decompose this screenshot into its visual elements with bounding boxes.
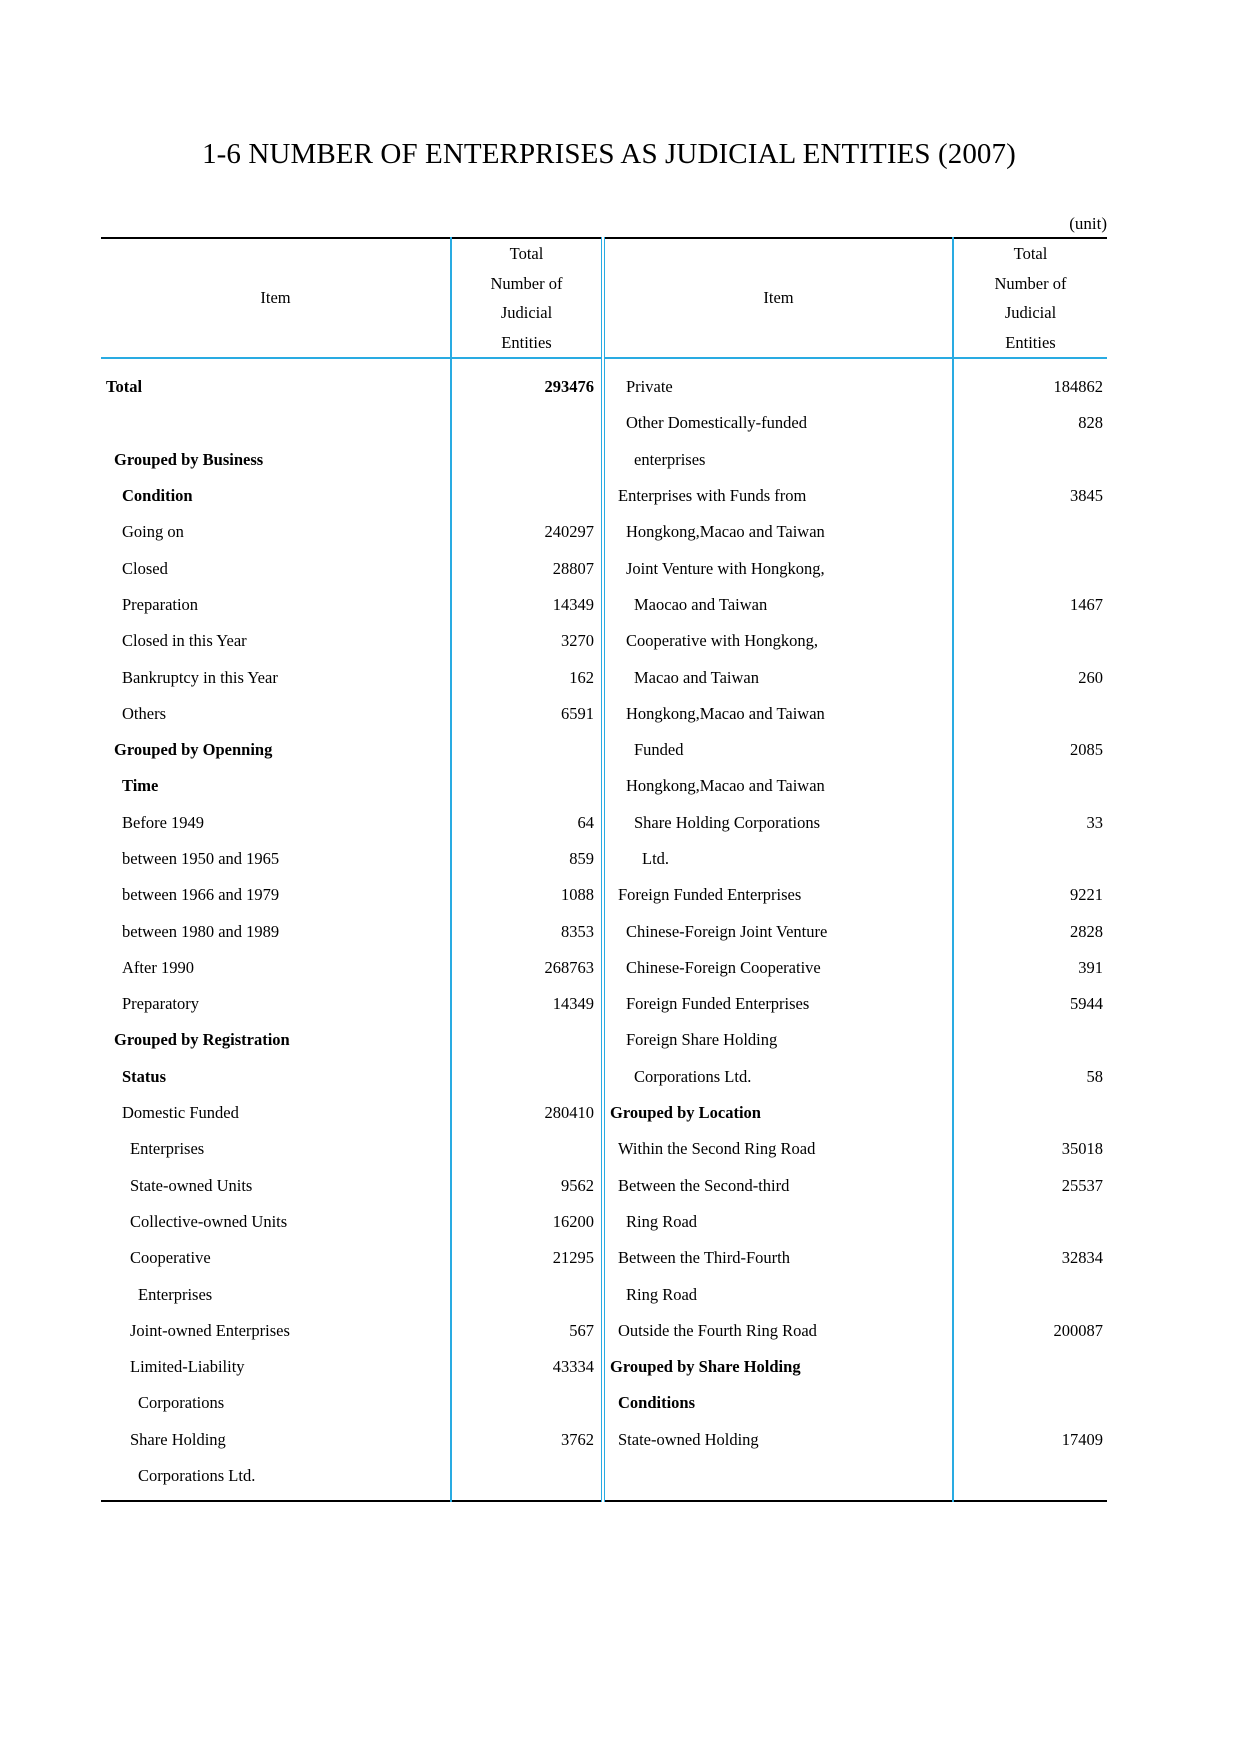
table-row	[101, 841, 1107, 877]
row-value-left: 280410	[544, 1103, 594, 1123]
table-row	[101, 1022, 1107, 1058]
row-value-left	[451, 1458, 603, 1501]
row-value-right: 828	[1078, 413, 1103, 433]
row-value-right	[953, 442, 1107, 478]
row-label-right: Conditions	[603, 1385, 953, 1421]
row-label-right: enterprises	[603, 442, 953, 478]
row-label-left: Limited-Liability	[101, 1349, 451, 1385]
row-label-left: Joint-owned Enterprises	[101, 1313, 451, 1349]
row-label-left: State-owned Units	[101, 1168, 451, 1204]
row-label-right: Ring Road	[603, 1276, 953, 1312]
table-row	[101, 877, 1107, 913]
table-row	[101, 1349, 1107, 1385]
row-value-left: 21295	[552, 1248, 594, 1268]
table-row	[101, 1059, 1107, 1095]
row-value-left: 6591	[561, 703, 594, 723]
row-value-left: 1088	[561, 885, 594, 905]
row-label-right: Foreign Share Holding	[603, 1022, 953, 1058]
page-title: 1-6 NUMBER OF ENTERPRISES AS JUDICIAL ENTITIES (2007)	[202, 138, 1016, 170]
row-value-left: 162	[569, 667, 594, 687]
table-row	[101, 950, 1107, 986]
row-value-left: 8353	[561, 921, 594, 941]
row-label-right: Hongkong,Macao and Taiwan	[603, 514, 953, 550]
row-label-left: Condition	[101, 478, 451, 514]
row-value-right	[953, 1095, 1107, 1131]
table-row	[101, 1131, 1107, 1167]
row-value-right: 32834	[1061, 1248, 1103, 1268]
row-value-left	[451, 1059, 603, 1095]
row-label-right: Private	[603, 358, 953, 405]
enterprises-table	[101, 237, 1107, 1502]
row-value-right	[953, 1349, 1107, 1385]
row-value-right: 391	[1078, 957, 1103, 977]
table-row	[101, 805, 1107, 841]
row-value-left: 567	[569, 1320, 594, 1340]
table-row	[101, 442, 1107, 478]
row-label-left	[101, 405, 451, 441]
row-value-left	[451, 732, 603, 768]
row-value-right: 200087	[1053, 1320, 1103, 1340]
row-label-left: Time	[101, 768, 451, 804]
table-row	[101, 1422, 1107, 1458]
row-value-right	[953, 841, 1107, 877]
row-value-left: 268763	[544, 957, 594, 977]
row-label-left: Grouped by Registration	[101, 1022, 451, 1058]
row-value-left: 43334	[552, 1357, 594, 1377]
row-value-right: 184862	[1053, 377, 1103, 397]
row-label-left: Preparation	[101, 587, 451, 623]
row-value-right: 260	[1078, 667, 1103, 687]
row-value-right: 3845	[1070, 486, 1103, 506]
row-label-left: Status	[101, 1059, 451, 1095]
row-value-left	[451, 1385, 603, 1421]
row-label-right	[603, 1458, 953, 1501]
table-row	[101, 732, 1107, 768]
table-row	[101, 1240, 1107, 1276]
row-label-left: Corporations Ltd.	[101, 1458, 451, 1501]
row-label-right: Chinese-Foreign Joint Venture	[603, 913, 953, 949]
row-label-left: between 1980 and 1989	[101, 913, 451, 949]
row-label-right: Grouped by Share Holding	[603, 1349, 953, 1385]
row-value-right	[953, 1385, 1107, 1421]
row-label-left: Closed in this Year	[101, 623, 451, 659]
row-label-left: Closed	[101, 550, 451, 586]
row-label-right: Share Holding Corporations	[603, 805, 953, 841]
table-row	[101, 405, 1107, 441]
row-label-left: Enterprises	[101, 1276, 451, 1312]
row-label-left: Before 1949	[101, 805, 451, 841]
row-label-right: Ltd.	[603, 841, 953, 877]
row-value-right: 2085	[1070, 740, 1103, 760]
row-value-left	[451, 1131, 603, 1167]
row-value-left: 240297	[544, 522, 594, 542]
row-value-right: 9221	[1070, 885, 1103, 905]
row-value-right	[953, 696, 1107, 732]
row-label-left: Others	[101, 696, 451, 732]
row-value-left: 28807	[552, 558, 594, 578]
row-value-right	[953, 1458, 1107, 1501]
row-value-right: 5944	[1070, 994, 1103, 1014]
row-value-left: 9562	[561, 1175, 594, 1195]
header-item-right: Item	[603, 238, 953, 358]
row-value-right: 2828	[1070, 921, 1103, 941]
row-label-right: Grouped by Location	[603, 1095, 953, 1131]
table-row	[101, 623, 1107, 659]
row-label-right: Chinese-Foreign Cooperative	[603, 950, 953, 986]
row-value-left: 14349	[552, 994, 594, 1014]
row-label-left: Going on	[101, 514, 451, 550]
row-label-right: Funded	[603, 732, 953, 768]
row-label-left: Domestic Funded	[101, 1095, 451, 1131]
table-row	[101, 1168, 1107, 1204]
table-row	[101, 587, 1107, 623]
row-value-right: 25537	[1061, 1175, 1103, 1195]
table-row	[101, 358, 1107, 405]
row-label-left: Bankruptcy in this Year	[101, 659, 451, 695]
row-value-left: 14349	[552, 594, 594, 614]
table-row	[101, 986, 1107, 1022]
row-label-left: between 1950 and 1965	[101, 841, 451, 877]
row-value-right: 58	[1086, 1066, 1103, 1086]
header-item-left: Item	[101, 238, 451, 358]
table-row	[101, 696, 1107, 732]
row-value-right	[953, 623, 1107, 659]
table-row	[101, 913, 1107, 949]
row-label-left: Total	[101, 358, 451, 405]
row-value-right: 1467	[1070, 594, 1103, 614]
row-label-left: Cooperative	[101, 1240, 451, 1276]
row-value-left: 64	[577, 812, 594, 832]
row-label-right: State-owned Holding	[603, 1422, 953, 1458]
row-value-right	[953, 1204, 1107, 1240]
row-value-left: 3270	[561, 631, 594, 651]
row-value-right	[953, 514, 1107, 550]
table-row	[101, 1276, 1107, 1312]
row-value-left: 859	[569, 849, 594, 868]
row-label-left: After 1990	[101, 950, 451, 986]
row-label-left: Grouped by Openning	[101, 732, 451, 768]
row-label-right: Outside the Fourth Ring Road	[603, 1313, 953, 1349]
table-row	[101, 1458, 1107, 1501]
row-label-left: Collective-owned Units	[101, 1204, 451, 1240]
row-label-left: Corporations	[101, 1385, 451, 1421]
row-label-right: Foreign Funded Enterprises	[603, 986, 953, 1022]
row-label-right: Corporations Ltd.	[603, 1059, 953, 1095]
row-label-right: Maocao and Taiwan	[603, 587, 953, 623]
row-value-left	[451, 405, 603, 441]
row-value-right: 35018	[1061, 1139, 1103, 1159]
row-value-left	[451, 1276, 603, 1312]
table-row	[101, 659, 1107, 695]
row-label-right: Enterprises with Funds from	[603, 478, 953, 514]
row-value-left	[451, 768, 603, 804]
row-label-left: Share Holding	[101, 1422, 451, 1458]
row-value-left	[451, 1022, 603, 1058]
row-label-left: Grouped by Business	[101, 442, 451, 478]
row-label-right: Joint Venture with Hongkong,	[603, 550, 953, 586]
table-row	[101, 550, 1107, 586]
row-label-right: Macao and Taiwan	[603, 659, 953, 695]
row-value-right	[953, 1276, 1107, 1312]
row-label-right: Ring Road	[603, 1204, 953, 1240]
row-value-right	[953, 1022, 1107, 1058]
table-row	[101, 768, 1107, 804]
table-body	[101, 358, 1107, 1501]
table-row	[101, 1095, 1107, 1131]
table-row	[101, 1385, 1107, 1421]
row-label-right: Other Domestically-funded	[603, 405, 953, 441]
row-label-left: Enterprises	[101, 1131, 451, 1167]
row-value-left: 16200	[552, 1211, 594, 1231]
row-value-left: 3762	[561, 1429, 594, 1449]
row-value-left	[451, 478, 603, 514]
table-row	[101, 1313, 1107, 1349]
row-value-right	[953, 550, 1107, 586]
row-value-right: 33	[1086, 812, 1103, 832]
row-label-right: Within the Second Ring Road	[603, 1131, 953, 1167]
header-total-left: Total Number of Judicial Entities	[490, 244, 563, 352]
row-label-right: Between the Second-third	[603, 1168, 953, 1204]
row-label-right: Between the Third-Fourth	[603, 1240, 953, 1276]
row-label-left: Preparatory	[101, 986, 451, 1022]
header-total-right: Total Number of Judicial Entities	[994, 244, 1067, 352]
table-row	[101, 1204, 1107, 1240]
row-value-right	[953, 768, 1107, 804]
row-value-left: 293476	[544, 377, 594, 397]
table-header-row	[101, 238, 1107, 358]
table-row	[101, 514, 1107, 550]
row-label-right: Cooperative with Hongkong,	[603, 623, 953, 659]
table-row	[101, 478, 1107, 514]
row-label-right: Hongkong,Macao and Taiwan	[603, 696, 953, 732]
row-label-right: Foreign Funded Enterprises	[603, 877, 953, 913]
row-value-left	[451, 442, 603, 478]
unit-label: (unit)	[1069, 214, 1107, 233]
row-value-right: 17409	[1061, 1429, 1103, 1449]
row-label-right: Hongkong,Macao and Taiwan	[603, 768, 953, 804]
row-label-left: between 1966 and 1979	[101, 877, 451, 913]
